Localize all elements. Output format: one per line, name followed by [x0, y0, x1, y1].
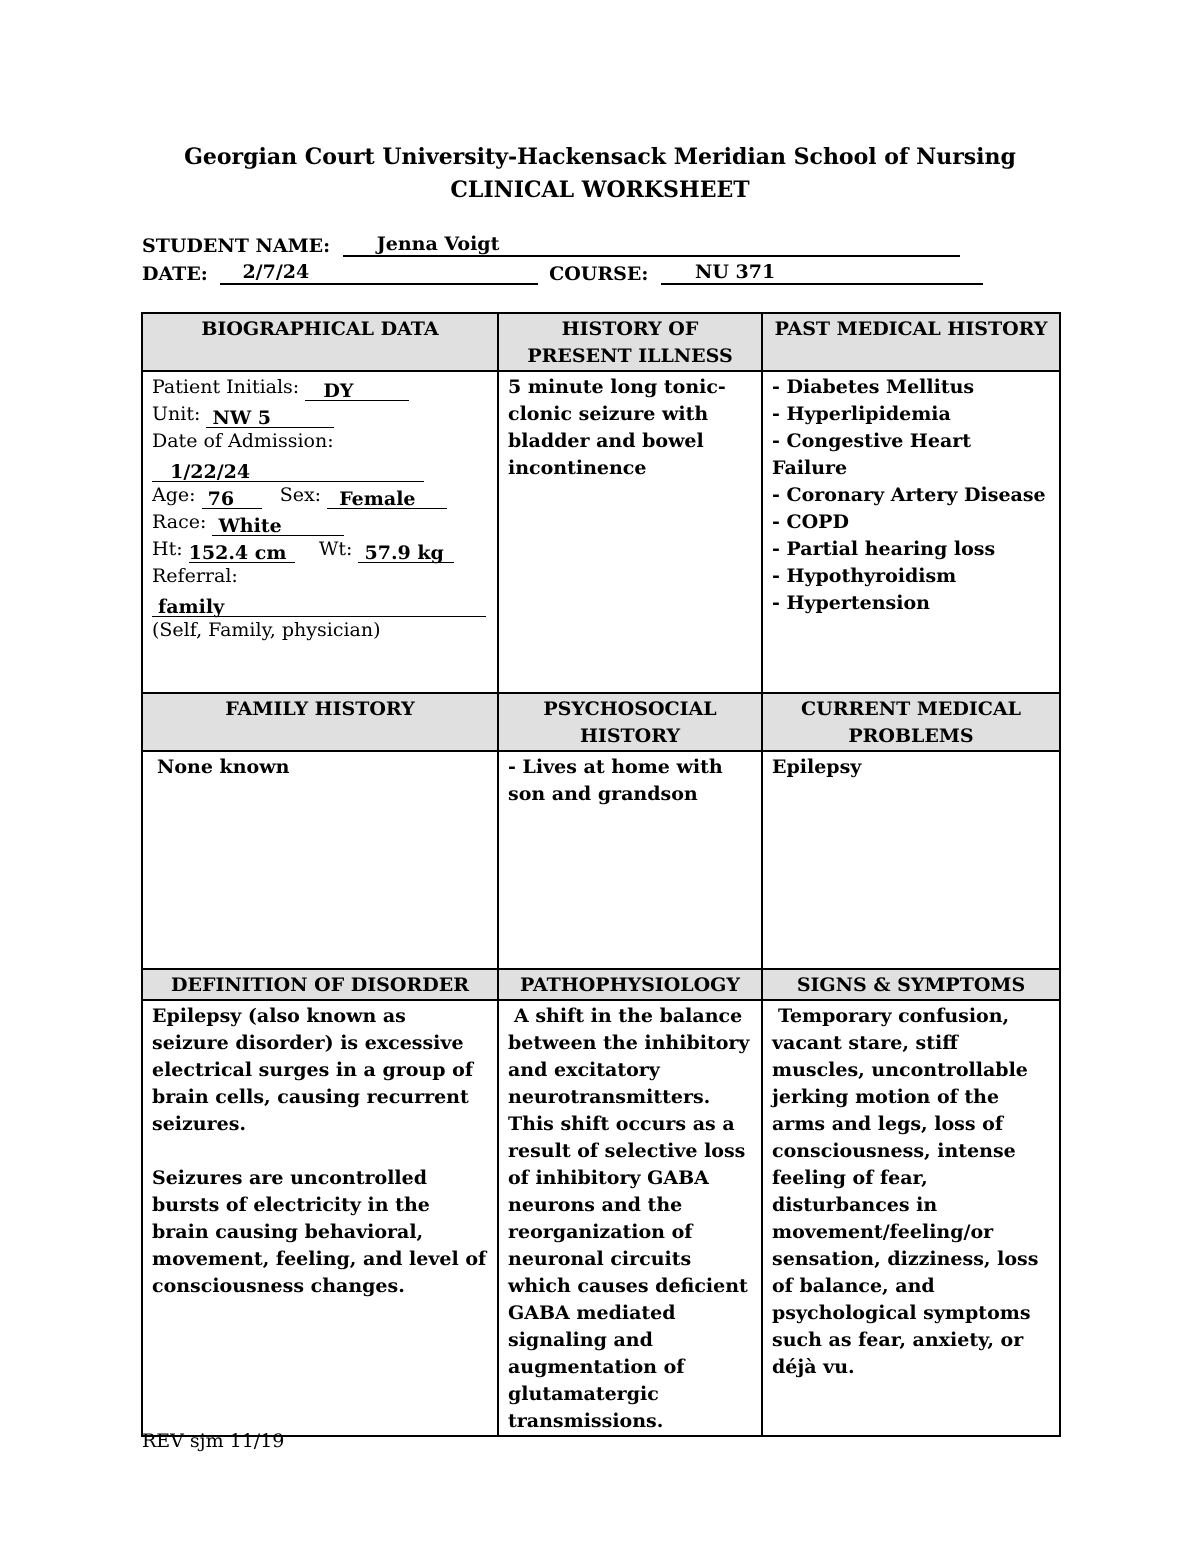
admission-label: Date of Admission: [152, 430, 334, 452]
pmh-item: - Hyperlipidemia [772, 403, 951, 425]
pmh-item: - Hypothyroidism [772, 565, 957, 587]
family-history-cell: None known [142, 751, 498, 969]
ht-field[interactable] [189, 540, 295, 563]
date-course-row [142, 261, 983, 285]
student-name-label: STUDENT NAME: [142, 235, 331, 257]
pmh-cell [762, 371, 1060, 693]
age-sex-row [152, 482, 488, 509]
initials-label: Patient Initials: [152, 376, 300, 398]
signs-symptoms-cell: Temporary confusion, vacant stare, stiff muscles, uncontrollable jerking motion of the arms and legs, loss of consciousness, intense feeling of fear, disturbances in movement/feeling/or sensation, dizziness, loss of balance, and psychological symptoms such as fear, anxiety, or déjà vu. [762, 1000, 1060, 1436]
course-value: NU 371 [694, 261, 776, 283]
pathophysiology-cell: A shift in the balance between the inhibitory and excitatory neurotransmitters. This shift occurs as a result of selective loss of inhibitory GABA neurons and the reorganization of neuronal circuits which causes deficient GABA mediated signaling and augmentation of glutamatergic transmissions. [498, 1000, 762, 1436]
institution-title: Georgian Court University-Hackensack Meridian School of Nursing [184, 144, 1016, 170]
unit-field[interactable] [206, 405, 334, 428]
race-value: White [218, 515, 282, 537]
wt-label: Wt: [318, 538, 353, 560]
initials-field[interactable] [305, 378, 409, 401]
heading-current: CURRENT MEDICAL PROBLEMS [762, 693, 1060, 751]
heading-hpi: HISTORY OF PRESENT ILLNESS [498, 313, 762, 371]
date-label: DATE: [142, 263, 208, 285]
race-row [152, 509, 488, 536]
unit-row [152, 401, 488, 428]
date-value: 2/7/24 [242, 261, 310, 283]
student-name-row [142, 233, 960, 257]
course-label: COURSE: [549, 263, 649, 285]
pmh-item: - Diabetes Mellitus [772, 376, 975, 398]
pmh-item: - COPD [772, 511, 849, 533]
biographical-cell [142, 371, 498, 693]
heading-family: FAMILY HISTORY [142, 693, 498, 751]
sex-field[interactable] [327, 486, 447, 509]
ht-value: 152.4 cm [188, 542, 287, 564]
unit-label: Unit: [152, 403, 201, 425]
age-field[interactable] [202, 486, 262, 509]
definition-cell [142, 1000, 498, 1436]
student-name-field[interactable] [343, 233, 960, 257]
clinical-worksheet-table [141, 312, 1061, 1437]
heading-pmh: PAST MEDICAL HISTORY [762, 313, 1060, 371]
pmh-item: - Partial hearing loss [772, 538, 996, 560]
initials-row [152, 374, 488, 401]
age-value: 76 [207, 488, 235, 510]
course-field[interactable] [661, 261, 983, 285]
definition-paragraph: Seizures are uncontrolled bursts of electricity in the brain causing behavioral, movement, feeling, and level of consciousness changes. [152, 1167, 487, 1297]
heading-patho: PATHOPHYSIOLOGY [498, 969, 762, 1000]
referral-field[interactable] [152, 594, 486, 617]
referral-hint: (Self, Family, physician) [152, 619, 381, 641]
worksheet-title: CLINICAL WORKSHEET [450, 177, 750, 203]
pmh-item: - Hypertension [772, 592, 930, 614]
hpi-cell: 5 minute long tonic-clonic seizure with bladder and bowel incontinence [498, 371, 762, 693]
current-problems-cell: Epilepsy [762, 751, 1060, 969]
race-label: Race: [152, 511, 207, 533]
age-label: Age: [152, 484, 196, 506]
heading-signs: SIGNS & SYMPTOMS [762, 969, 1060, 1000]
heading-psychosocial: PSYCHOSOCIAL HISTORY [498, 693, 762, 751]
sex-value: Female [339, 488, 416, 510]
referral-label: Referral: [152, 565, 238, 587]
student-name-value: Jenna Voigt [376, 233, 500, 255]
unit-value: NW 5 [212, 407, 272, 429]
wt-field[interactable] [358, 540, 454, 563]
ht-wt-row [152, 536, 488, 563]
pmh-item: - Congestive Heart Failure [772, 430, 972, 479]
admission-value: 1/22/24 [170, 461, 251, 483]
heading-definition: DEFINITION OF DISORDER [142, 969, 498, 1000]
pmh-item: - Coronary Artery Disease [772, 484, 1046, 506]
admission-row [152, 455, 488, 482]
date-field[interactable] [220, 261, 538, 285]
definition-paragraph: Epilepsy (also known as seizure disorder) is excessive electrical surges in a group of brain cells, causing recurrent seizures. [152, 1005, 473, 1135]
admission-field[interactable] [152, 459, 424, 482]
race-field[interactable] [212, 513, 344, 536]
ht-label: Ht: [152, 538, 183, 560]
psychosocial-cell: - Lives at home with son and grandson [498, 751, 762, 969]
referral-value: family [158, 596, 225, 618]
initials-value: DY [323, 380, 354, 402]
referral-row [152, 590, 488, 617]
heading-biographical: BIOGRAPHICAL DATA [142, 313, 498, 371]
wt-value: 57.9 kg [364, 542, 444, 564]
revision-footer: REV sjm 11/19 [142, 1430, 285, 1452]
sex-label: Sex: [279, 484, 322, 506]
